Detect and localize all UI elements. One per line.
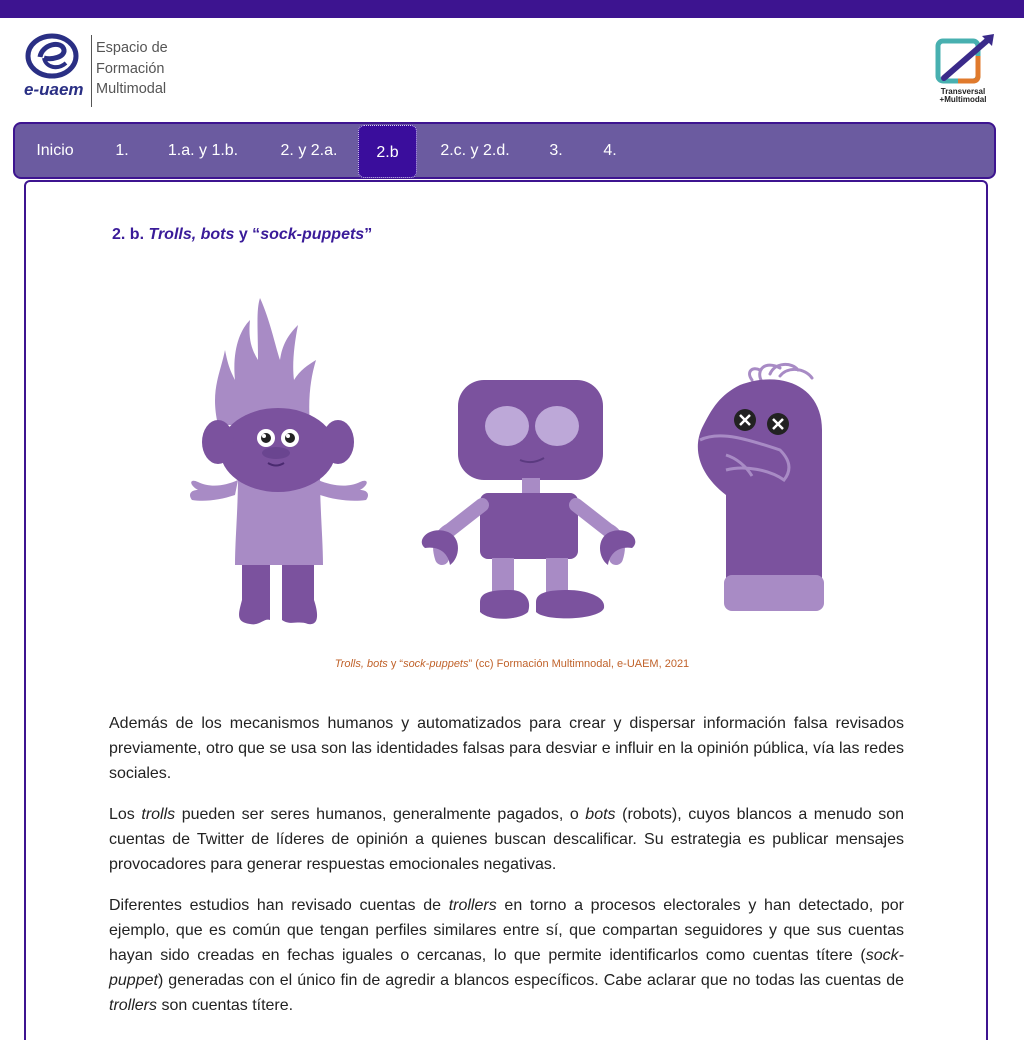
transversal-line: +Multimodal — [939, 95, 987, 104]
transversal-logo-text — [932, 88, 994, 104]
caption-and: y “ — [387, 658, 404, 670]
e-uaem-logo[interactable] — [22, 30, 192, 110]
p3-text: son cuentas títere. — [157, 997, 294, 1014]
p2-text: Los — [109, 806, 142, 823]
main-nav — [13, 122, 996, 179]
section-title — [112, 226, 372, 244]
nav-item-1[interactable]: 1. — [115, 142, 129, 159]
logo-text-line: Multimodal — [96, 81, 167, 97]
p2-bots: bots — [585, 806, 616, 823]
title-end: ” — [364, 226, 373, 243]
nav-item-4[interactable]: 4. — [603, 142, 617, 159]
nav-item-2-2a[interactable]: 2. y 2.a. — [280, 142, 338, 159]
sock-puppet-figure — [698, 364, 824, 611]
p3-text: Diferentes estudios han revisado cuentas de — [109, 897, 449, 914]
p3-trollers: trollers — [109, 997, 158, 1014]
bot-figure — [422, 380, 636, 619]
nav-item-inicio[interactable]: Inicio — [36, 142, 74, 159]
nav-item-1a-1b[interactable]: 1.a. y 1.b. — [167, 142, 239, 159]
p3-trollers: trollers — [448, 897, 497, 914]
title-and: y “ — [234, 226, 261, 243]
transversal-logo-mark — [932, 32, 998, 88]
paragraph-3 — [109, 893, 904, 1018]
p3-text: ) generadas con el único fin de agredir a blancos específicos. Cabe aclarar que no todas las cuentas de — [157, 972, 904, 989]
title-prefix: 2. b. — [112, 226, 149, 243]
title-trolls: Trolls, bots — [148, 226, 235, 243]
p2-trolls: trolls — [141, 806, 176, 823]
caption-rest: ” (cc) Formación Multimnodal, e-UAEM, 2021 — [468, 658, 690, 670]
p2-text: pueden ser seres humanos, generalmente pagados, o — [175, 806, 586, 823]
figure-caption — [0, 658, 1024, 670]
caption-trolls: Trolls, bots — [334, 658, 388, 670]
nav-item-3[interactable]: 3. — [549, 142, 563, 159]
trolls-bots-sockpuppets-illustration — [180, 290, 840, 635]
logo-text-line: Espacio de — [96, 40, 168, 56]
top-bar — [0, 0, 1024, 18]
logo-text — [96, 38, 168, 100]
logo-wordmark: e-uaem — [24, 80, 84, 99]
logo-text-line: Formación — [96, 60, 165, 77]
paragraph-2 — [109, 802, 904, 877]
transversal-logo[interactable] — [932, 32, 998, 106]
troll-figure — [190, 298, 368, 624]
nav-item-2c-2d[interactable]: 2.c. y 2.d. — [440, 142, 510, 159]
p2-text: (robots), cuyos blancos a menudo son cuentas de Twitter de líderes de opinión a quienes buscan descalificar. Su estrategia es publicar mensajes provocadores para generar respuestas emocionales negativas. — [109, 806, 904, 873]
transversal-line: Transversal — [940, 87, 986, 96]
logo-divider — [91, 35, 92, 107]
p3-sock: sock-puppet — [109, 947, 904, 989]
paragraph-1: Además de los mecanismos humanos y automatizados para crear y dispersar información falsa revisados previamente, otro que se usa son las identidades falsas para desviar e influir en la opinión pública, vía las redes sociales. — [109, 715, 904, 782]
title-sock: sock-puppets — [260, 226, 365, 243]
caption-sock: sock-puppets — [403, 658, 469, 670]
nav-item-2b[interactable]: 2.b — [358, 125, 417, 178]
p3-text: en torno a procesos electorales y han detectado, por ejemplo, que es común que tengan perfiles similares entre sí, que compartan seguidores y que sus cuentas hayan sido creadas en fechas iguales o cercanas, lo que permite identificarlos como cuentas títere ( — [109, 897, 904, 964]
